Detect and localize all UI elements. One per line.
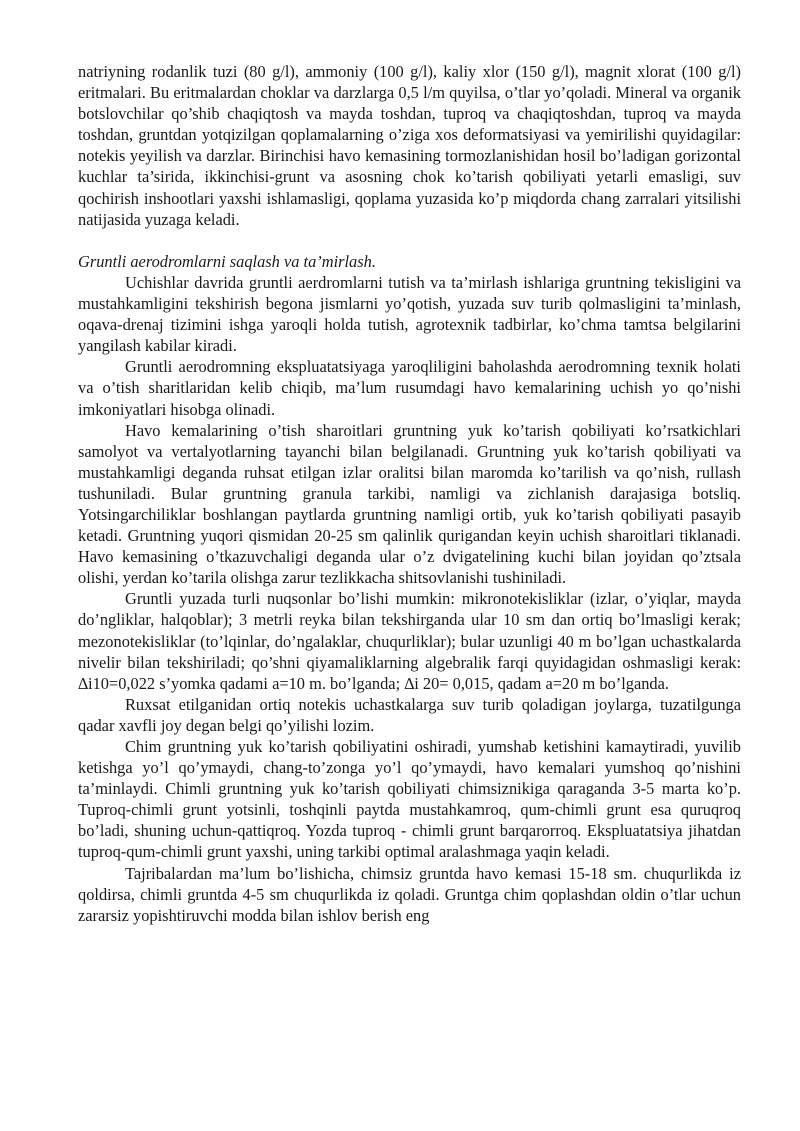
blank-line (78, 230, 741, 251)
section-heading: Gruntli aerodromlarni saqlash va ta’mirlash. (78, 251, 376, 271)
paragraph-intro: natriyning rodanlik tuzi (80 g/l), ammoniy (100 g/l), kaliy xlor (150 g/l), magnit xlorat (100 g/l) eritmalari. Bu eritmalardan choklar va darzlarga 0,5 l/m quyilsa, o’tlar yo’qoladi. Mineral va organik botslovchilar qo’shib chaqiqtosh va mayda toshdan, tuproq va chaqiqtoshdan, tuproq va mayda toshdan, gruntdan yotqizilgan qoplamalarning o’ziga xos deformatsiyasi va yemirilishi quyidagilar: notekis yeyilish va darzlar. Birinchisi havo kemasining tormozlanishidan hosil bo’ladigan gorizontal kuchlar ta’sirida, ikkinchisi-grunt va asosning chok ko’tarish qobiliyati yetarli emasligi, suv qochirish inshootlari yaxshi ishlamasligi, qoplama yuzasida ko’p miqdorda chang zarralari yitsilishi natijasida yuzaga keladi. (78, 62, 741, 229)
paragraph-maintenance: Uchishlar davrida gruntli aerdromlarni tutish va ta’mirlash ishlariga gruntning tekisligini va mustahkamligini tekshirish begona jismlarni yo’qotish, yuzada suv turib qolmasligini ta’minlash, oqava-drenaj tizimini ishga yaroqli holda tutish, agrotexnik tadbirlar, ko’chma tamtsa belgilarini yangilash kabilar kiradi. (78, 272, 741, 356)
document-page (78, 61, 741, 926)
paragraph-surface-defects: Gruntli yuzada turli nuqsonlar bo’lishi mumkin: mikronotekisliklar (izlar, o’yiqlar, mayda do’ngliklar, halqoblar); 3 metrli reyka bilan tekshirganda ular 10 sm dan ortiq bo’lmasligi kerak; mezonotekisliklar (to’lqinlar, do’ngalaklar, chuqurliklar); bular uzunligi 40 m bo’lgan uchastkalarda nivelir bilan tekshiriladi; qo’shni qiyamaliklarning algebralik farqi quyidagidan oshmasligi kerak: ∆i10=0,022 s’yomka qadami a=10 m. bo’lganda; ∆i 20= 0,015, qadam a=20 m bo’lganda. (78, 589, 741, 693)
paragraph-experiments: Tajribalardan ma’lum bo’lishicha, chimsiz gruntda havo kemasi 15-18 sm. chuqurlikda iz qoldirsa, chimli gruntda 4-5 sm chuqurlikda iz qoladi. Gruntga chim qoplashdan oldin o’tlar uchun zararsiz yopishtiruvchi modda bilan ishlov berish eng (78, 863, 741, 925)
paragraph-turf: Chim gruntning yuk ko’tarish qobiliyatini oshiradi, yumshab ketishini kamaytiradi, yuvilib ketishga yo’l qo’ymaydi, chang-to’zonga yo’l qo’ymaydi, havo kemalari yumshoq qo’nishini ta’minlaydi. Chimli gruntning yuk ko’tarish qobiliyati chimsiznikiga qaraganda 3-5 marta ko’p. Tuproq-chimli grunt yotsinli, toshqinli paytda mustahkamroq, qum-chimli grunt esa quruqroq bo’ladi, shuning uchun-qattiqroq. Yozda tuproq - chimli grunt barqarorroq. Ekspluatatsiya jihatdan tuproq-qum-chimli grunt yaxshi, uning tarkibi optimal aralashmaga yaqin keladi. (78, 737, 741, 862)
paragraph-hazard-marking: Ruxsat etilganidan ortiq notekis uchastkalarga suv turib qoladigan joylarga, tuzatilgunga qadar xavfli joy degan belgi qo’yilishi lozim. (78, 694, 741, 735)
paragraph-suitability: Gruntli aerodromning ekspluatatsiyaga yaroqliligini baholashda aerodromning texnik holati va o’tish sharitlaridan kelib chiqib, ma’lum rusumdagi havo kemalarining uchish yo qo’nishi imkoniyatlari hisobga olinadi. (78, 357, 741, 419)
paragraph-passage-conditions: Havo kemalarining o’tish sharoitlari gruntning yuk ko’tarish qobiliyati ko’rsatkichlari samolyot va vertalyotlarning tayanchi bilan belgilanadi. Gruntning yuk ko’tarish qobiliyati va mustahkamligi deganda ruhsat etilgan izlar oralitsi bilan maromda ko’tarilish va qo’nish, rullash tushuniladi. Bular gruntning granula tarkibi, namligi va zichlanish darajasiga botsliq. Yotsingarchiliklar boshlangan paytlarda gruntning namligi ortib, yuk ko’tarish qobiliyati pasayib ketadi. Gruntning yuqori qismidan 20-25 sm qalinlik qurigandan keyin uchish sharoitlari tiklanadi. Havo kemasining o’tkazuvchaligi deganda ular o’z dvigatelining kuchi bilan joyidan qo’ztsala olishi, yerdan ko’tarila olishga zarur tezlikkacha shitsovlanishi tushiniladi. (78, 420, 741, 588)
